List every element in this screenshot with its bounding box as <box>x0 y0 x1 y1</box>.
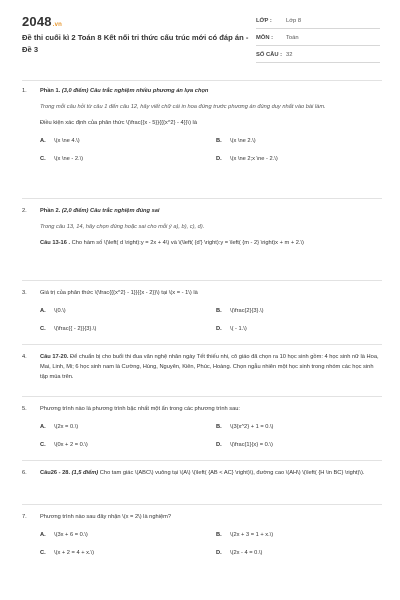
info-row-subject <box>256 31 380 46</box>
divider <box>22 460 382 461</box>
question-statement: Để chuẩn bị cho buổi thi đua văn nghệ nhân ngày Tết thiếu nhi, cô giáo đã chọn ra 10 học sinh gồm: 4 học sinh nữ là Hoa, Mai, Linh, Mi; 6 học sinh nam là Cường, Hùng, Nguyên, Kiên, Phúc, Hoàng. Chọn ngẫu nhiên một học sinh trong nhóm các học sinh tập múa trên. <box>40 354 379 380</box>
option-text: \(x \ne - 2.\) <box>54 156 84 162</box>
question-7 <box>22 512 382 560</box>
question-number: 1. <box>22 88 27 94</box>
part-heading <box>40 206 382 216</box>
option-text: \(x + 2 = 4 + x.\) <box>54 550 94 556</box>
part-heading <box>40 86 382 96</box>
option-text: \(3x + 6 = 0.\) <box>54 532 88 538</box>
answer-options <box>40 302 382 336</box>
question-body <box>40 404 382 452</box>
option-d[interactable] <box>216 324 247 334</box>
question-3 <box>22 288 382 336</box>
question-number: 2. <box>22 208 27 214</box>
question-label: Câu 13-16 . <box>40 240 71 246</box>
option-letter: A. <box>40 424 46 430</box>
option-letter: C. <box>40 442 46 448</box>
answer-options <box>40 132 382 166</box>
question-body <box>40 206 382 248</box>
question-body <box>40 468 382 478</box>
part-label: Phần 1. <box>40 88 61 94</box>
question-number: 5. <box>22 406 27 412</box>
question-number: 7. <box>22 514 27 520</box>
option-letter: C. <box>40 326 46 332</box>
option-a[interactable] <box>40 136 80 146</box>
option-a[interactable] <box>40 530 88 540</box>
site-logo[interactable] <box>22 14 62 29</box>
option-text: \(2x - 4 = 0.\) <box>230 550 263 556</box>
question-number: 3. <box>22 290 27 296</box>
part-instructions: Trong câu 13, 14, hãy chọn đúng hoặc sai cho mỗi ý a), b), c), d). <box>40 224 205 230</box>
option-c[interactable] <box>40 440 88 450</box>
option-letter: A. <box>40 532 46 538</box>
option-text: \(\frac{2}{3}.\) <box>230 308 264 314</box>
option-text: \(0.\) <box>54 308 66 314</box>
option-text: \(\frac{1}{x} = 0.\) <box>230 442 273 448</box>
question-label: Câu26 - 28. <box>40 470 71 476</box>
question-text: Giá trị của phân thức \(\frac{{{x^2} - 1}}{{x - 2}}\) tại \(x = - 1\) là <box>40 290 198 296</box>
question-1 <box>22 86 382 166</box>
option-letter: D. <box>216 326 222 332</box>
info-key: LỚP : <box>256 18 272 24</box>
option-letter: C. <box>40 156 46 162</box>
option-b[interactable] <box>216 422 273 432</box>
divider <box>22 504 382 505</box>
question-body <box>40 512 382 560</box>
option-letter: B. <box>216 424 222 430</box>
option-a[interactable] <box>40 306 66 316</box>
option-d[interactable] <box>216 440 273 450</box>
info-row-count <box>256 48 380 63</box>
answer-options <box>40 418 382 452</box>
question-number: 4. <box>22 354 27 360</box>
info-row-class <box>256 14 380 29</box>
part-instructions: Trong mỗi câu hỏi từ câu 1 đến câu 12, hãy viết chữ cái in hoa đứng trước phương án đúng duy nhất vào bài làm. <box>40 104 326 110</box>
divider <box>22 80 382 81</box>
part-title: (3,0 điểm) Câu trắc nghiệm nhiều phương án lựa chọn <box>61 88 209 94</box>
question-text: Phương trình nào sau đây nhận \(x = 2\) là nghiệm? <box>40 514 172 520</box>
option-text: \(2x + 3 = 1 + x.\) <box>230 532 274 538</box>
logo-suffix: .vn <box>52 22 63 28</box>
answer-options <box>40 526 382 560</box>
question-4 <box>22 352 382 382</box>
option-letter: B. <box>216 532 222 538</box>
option-letter: D. <box>216 442 222 448</box>
option-letter: B. <box>216 308 222 314</box>
option-letter: A. <box>40 308 46 314</box>
option-d[interactable] <box>216 154 278 164</box>
info-value: Toán <box>286 35 299 41</box>
question-text: Phương trình nào là phương trình bậc nhất một ẩn trong các phương trình sau: <box>40 406 240 412</box>
option-text: \(0x + 2 = 0.\) <box>54 442 88 448</box>
part-label: Phần 2. <box>40 208 61 214</box>
question-text <box>40 352 382 382</box>
question-6 <box>22 468 382 478</box>
info-value: 32 <box>286 52 293 58</box>
info-key: SỐ CÂU : <box>256 52 283 58</box>
question-points: (1,5 điểm) <box>71 470 99 476</box>
exam-info-box <box>256 14 380 65</box>
option-b[interactable] <box>216 306 264 316</box>
info-value: Lớp 8 <box>286 18 302 24</box>
option-text: \(2x = 0.\) <box>54 424 79 430</box>
option-letter: B. <box>216 138 222 144</box>
question-label: Câu 17-20. <box>40 354 69 360</box>
info-key: MÔN : <box>256 35 274 41</box>
option-text: \(x \ne 4.\) <box>54 138 80 144</box>
divider <box>22 396 382 397</box>
page-header <box>0 0 400 76</box>
question-number: 6. <box>22 470 27 476</box>
option-a[interactable] <box>40 422 78 432</box>
option-text: \(\frac{{ - 2}}{3}.\) <box>54 326 97 332</box>
question-text: Điều kiện xác định của phân thức \(\frac{{x - 5}}{{{x^2} - 4}}\) là <box>40 120 197 126</box>
question-statement: Cho tam giác \(ABC\) vuông tại \(A\) \(\left( {AB < AC} \right)\), đường cao \(AH\) \(\left( {H \in BC} \right)\). <box>99 470 365 476</box>
option-text: \(x \ne 2;x \ne - 2.\) <box>230 156 278 162</box>
logo-text: 2048 <box>22 14 52 29</box>
question-2 <box>22 206 382 248</box>
question-statement: Cho hàm số \(\left( d \right):y = 2x + 4\) và \(\left( {d'} \right):y = \left( {m - 2} \right)x + m + 2.\) <box>71 240 304 246</box>
divider <box>22 198 382 199</box>
page-title: Đề thi cuối kì 2 Toán 8 Kết nối tri thức cấu trúc mới có đáp án - Đề 3 <box>22 33 249 54</box>
option-c[interactable] <box>40 154 83 164</box>
part-title: (2,0 điểm) Câu trắc nghiệm đúng sai <box>61 208 160 214</box>
option-letter: D. <box>216 550 222 556</box>
question-text <box>40 468 382 478</box>
option-text: \(x \ne 2.\) <box>230 138 256 144</box>
option-letter: C. <box>40 550 46 556</box>
option-b[interactable] <box>216 136 256 146</box>
question-body <box>40 86 382 166</box>
option-text: \(3{x^2} + 1 = 0.\) <box>230 424 274 430</box>
option-d[interactable] <box>216 548 262 558</box>
question-body <box>40 352 382 382</box>
option-c[interactable] <box>40 324 96 334</box>
option-letter: D. <box>216 156 222 162</box>
option-text: \( - 1.\) <box>230 326 247 332</box>
option-c[interactable] <box>40 548 94 558</box>
question-5 <box>22 404 382 452</box>
option-letter: A. <box>40 138 46 144</box>
option-b[interactable] <box>216 530 273 540</box>
divider <box>22 280 382 281</box>
divider <box>22 344 382 345</box>
question-text <box>40 238 382 248</box>
question-body <box>40 288 382 336</box>
